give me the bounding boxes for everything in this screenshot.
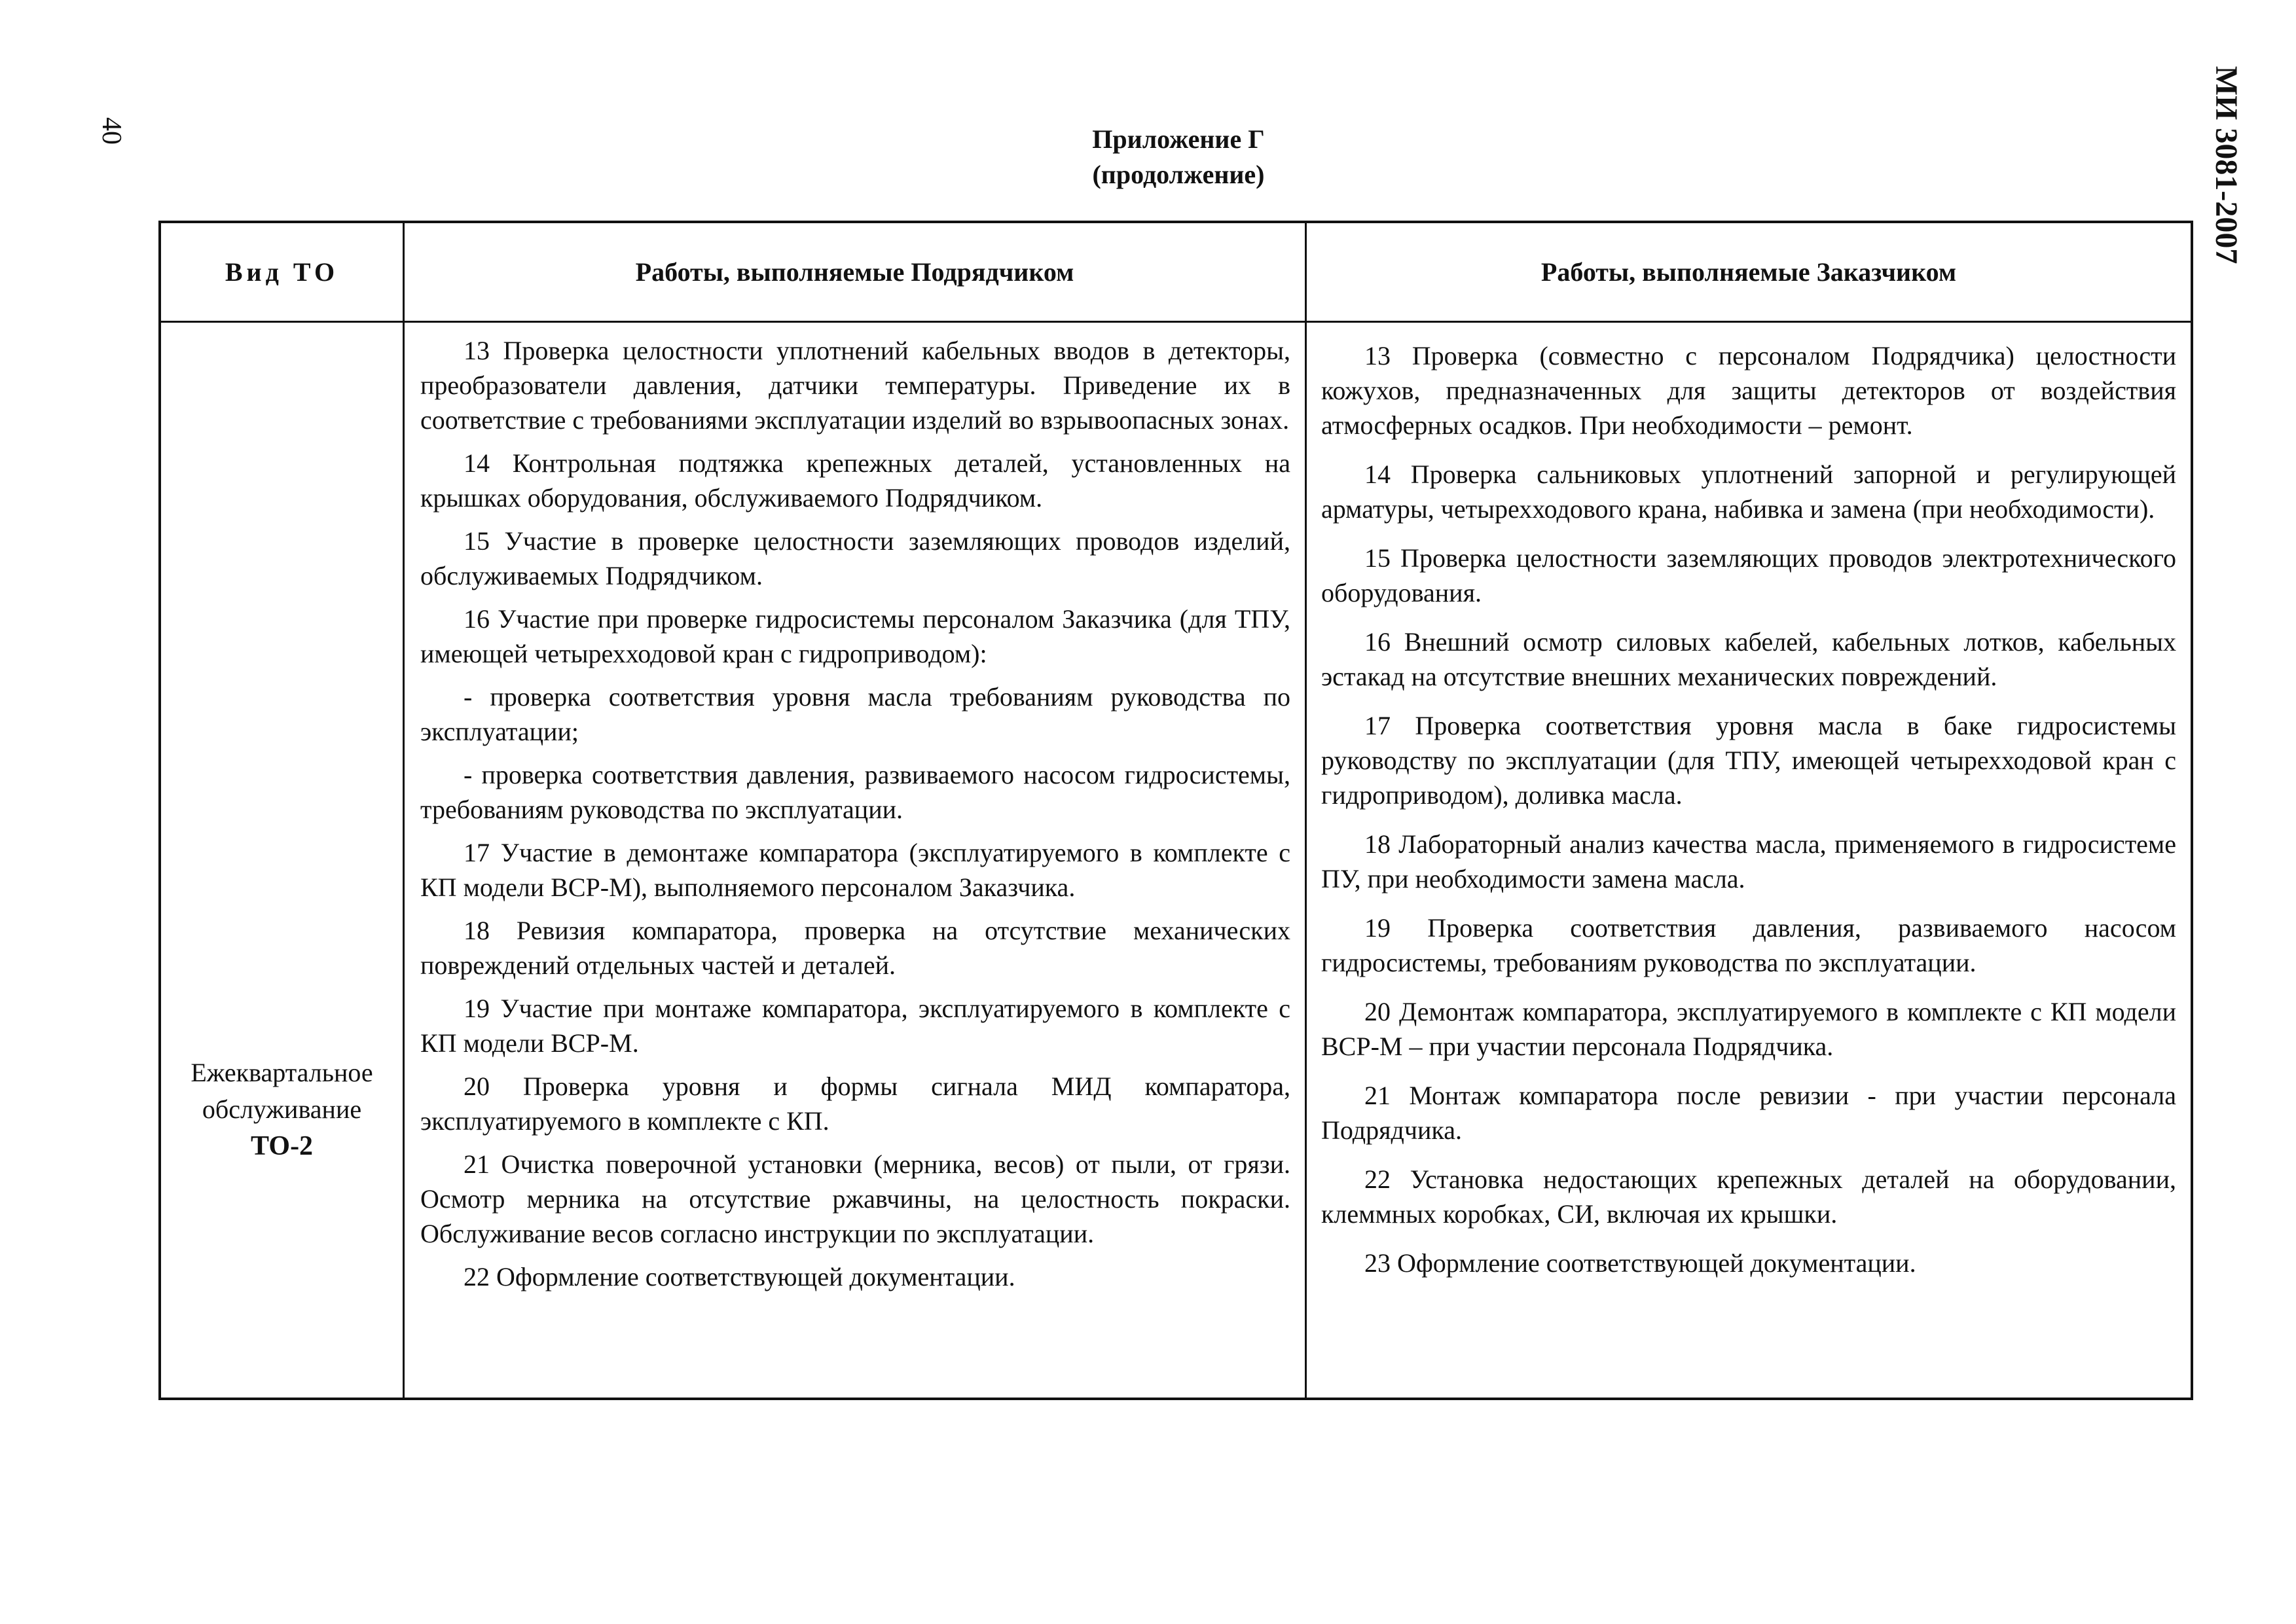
customer-item: 21 Монтаж компаратора после ревизии - при участии персонала Подрядчика.: [1321, 1081, 2176, 1145]
customer-item: 14 Проверка сальниковых уплотнений запорной и регулирующей арматуры, четырехходового крана, набивка и замена (при необходимости).: [1321, 460, 2176, 524]
appendix-title: Приложение Г: [1092, 124, 1265, 154]
contractor-item: - проверка соответствия давления, развиваемого насосом гидросистемы, требованиям руководства по эксплуатации.: [420, 760, 1290, 824]
contractor-item: 15 Участие в проверке целостности заземляющих проводов изделий, обслуживаемых Подрядчиком.: [420, 526, 1290, 590]
contractor-item: - проверка соответствия уровня масла требованиям руководства по эксплуатации;: [420, 682, 1290, 746]
contractor-works-cell: [405, 323, 1305, 1303]
appendix-continuation: (продолжение): [1092, 160, 1265, 189]
contractor-item: 13 Проверка целостности уплотнений кабельных вводов в детекторы, преобразователи давления, датчики температуры. Приведение их в соответствие с требованиями эксплуатации изделий во взрывоопасных зонах.: [420, 336, 1290, 435]
customer-item: 20 Демонтаж компаратора, эксплуатируемого в комплекте с КП модели ВСР-М – при участии персонала Подрядчика.: [1321, 997, 2176, 1061]
contractor-item: 18 Ревизия компаратора, проверка на отсутствие механических повреждений отдельных частей и деталей.: [420, 916, 1290, 980]
contractor-item: 22 Оформление соответствующей документации.: [464, 1262, 1015, 1291]
maintenance-type-line2: обслуживание: [202, 1094, 362, 1124]
customer-item: 13 Проверка (совместно с персоналом Подрядчика) целостности кожухов, предназначенных для защиты детекторов от воздействия атмосферных осадков. При необходимости – ремонт.: [1321, 341, 2176, 440]
maintenance-type-cell: [161, 323, 403, 1400]
customer-item: 16 Внешний осмотр силовых кабелей, кабельных лотков, кабельных эстакад на отсутствие внешних механических повреждений.: [1321, 627, 2176, 691]
customer-item: 22 Установка недостающих крепежных деталей на оборудовании, клеммных коробках, СИ, включая их крышки.: [1321, 1164, 2176, 1229]
maintenance-type-line1: Ежеквартальное: [191, 1058, 373, 1087]
maintenance-type-code: ТО-2: [250, 1131, 314, 1161]
customer-item: 17 Проверка соответствия уровня масла в баке гидросистемы руководству по эксплуатации (для ТПУ, имеющей четырехходовой кран с гидроприводом), доливка масла.: [1321, 711, 2176, 810]
header-contractor-works: Работы, выполняемые Подрядчиком: [635, 257, 1074, 287]
customer-item: 19 Проверка соответствия давления, развиваемого насосом гидросистемы, требованиям руководства по эксплуатации.: [1321, 913, 2176, 977]
customer-item: 15 Проверка целостности заземляющих проводов электротехнического оборудования.: [1321, 543, 2176, 607]
document-code: МИ 3081-2007: [2209, 65, 2244, 264]
page-number: 40: [96, 117, 126, 145]
header-maintenance-type: Вид ТО: [225, 257, 339, 287]
customer-item: 18 Лабораторный анализ качества масла, применяемого в гидросистеме ПУ, при необходимости замена масла.: [1321, 829, 2176, 893]
appendix-heading: [786, 122, 1571, 192]
contractor-item: 14 Контрольная подтяжка крепежных деталей, установленных на крышках оборудования, обслуживаемого Подрядчиком.: [420, 448, 1290, 513]
maintenance-table: [158, 221, 2193, 1400]
contractor-item: 17 Участие в демонтаже компаратора (эксплуатируемого в комплекте с КП модели ВСР-М), выполняемого персоналом Заказчика.: [420, 838, 1290, 902]
customer-works-cell: [1307, 323, 2191, 1295]
contractor-item: 20 Проверка уровня и формы сигнала МИД компаратора, эксплуатируемого в комплекте с КП.: [420, 1072, 1290, 1136]
contractor-item: 16 Участие при проверке гидросистемы персоналом Заказчика (для ТПУ, имеющей четырехходовой кран с гидроприводом):: [420, 604, 1290, 668]
contractor-item: 21 Очистка поверочной установки (мерника, весов) от пыли, от грязи. Осмотр мерника на отсутствие ржавчины, на целостность покраски. Обслуживание весов согласно инструкции по эксплуатации.: [420, 1149, 1290, 1248]
header-customer-works: Работы, выполняемые Заказчиком: [1540, 257, 1957, 287]
contractor-item: 19 Участие при монтаже компаратора, эксплуатируемого в комплекте с КП модели ВСР-М.: [420, 994, 1290, 1058]
customer-item: 23 Оформление соответствующей документации.: [1364, 1248, 1916, 1278]
